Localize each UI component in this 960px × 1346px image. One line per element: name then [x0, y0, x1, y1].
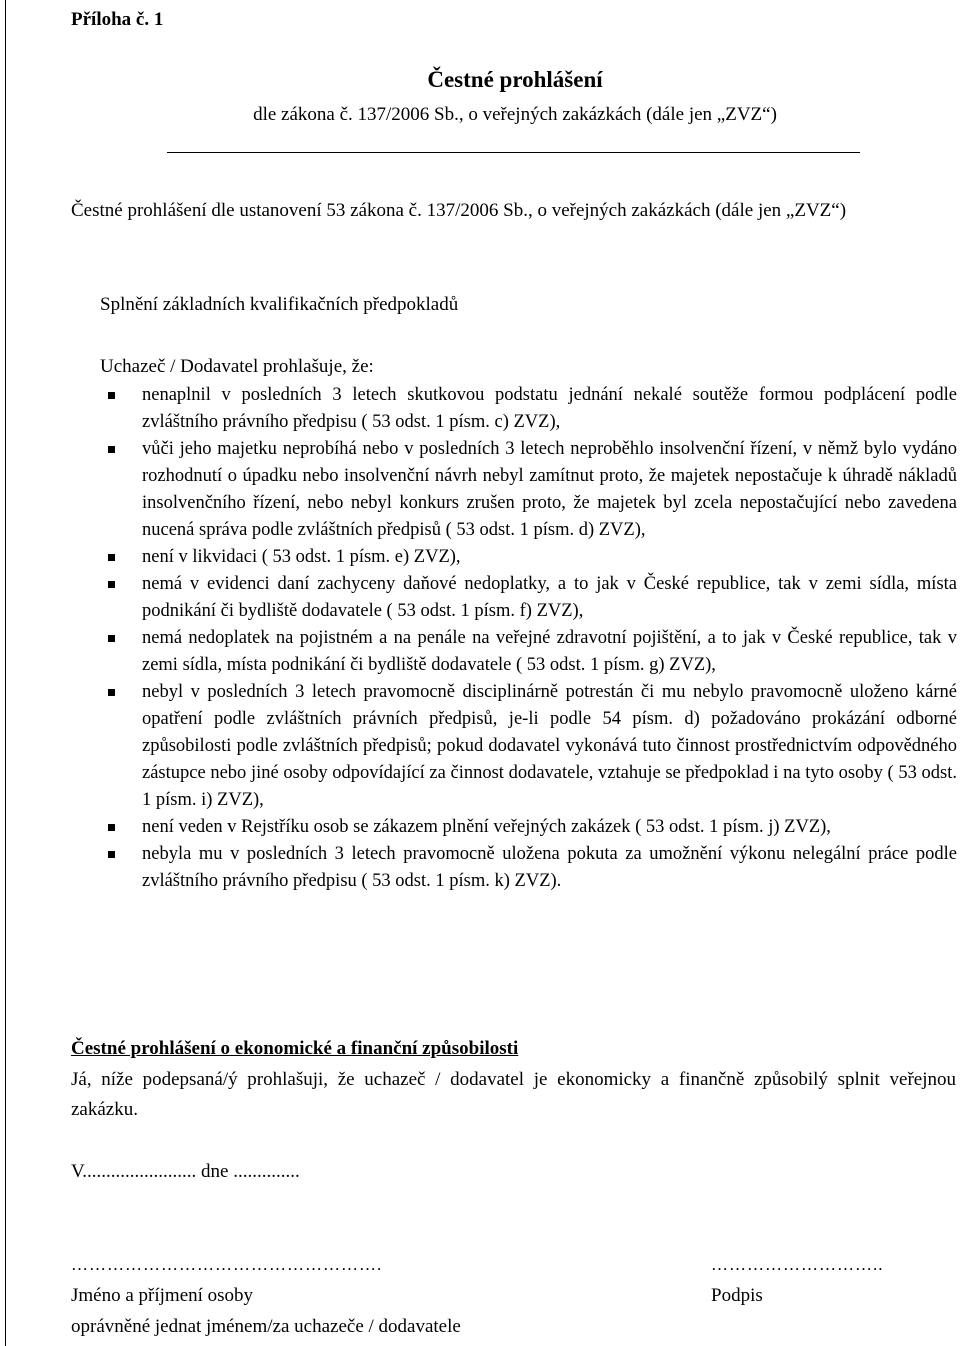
declaration-lead: Uchazeč / Dodavatel prohlašuje, že:	[100, 356, 374, 377]
condition-text: nemá v evidenci daní zachyceny daňové nedoplatky, a to jak v České republice, tak v zemi sídla, místa podnikání či bydliště dodavatele ( 53 odst. 1 písm. f) ZVZ),	[142, 574, 957, 621]
condition-text: vůči jeho majetku neprobíhá nebo v posledních 3 letech neproběhlo insolvenční řízení, v němž bylo vydáno rozhodnutí o úpadku nebo insolvenční návrh nebyl zamítnut proto, že majetek nepostačuje k úhradě nákladů insolvenčního řízení, nebo nebyl konkurs zrušen proto, že majetek byl zcela nepostačující nebo zavedena nucená správa podle zvláštních předpisů ( 53 odst. 1 písm. d) ZVZ),	[142, 439, 957, 540]
signature-label: Podpis	[711, 1285, 763, 1306]
square-bullet-icon	[108, 824, 115, 831]
condition-text: nebyl v posledních 3 letech pravomocně disciplinárně potrestán či mu nebylo pravomocně uloženo kárné opatření podle zvláštních právních předpisů, je-li podle 54 písm. d) požadováno prokázání odborné způsobilosti podle zvláštních předpisů; pokud dodavatel vykonává tuto činnost prostřednictvím odpovědného zástupce nebo jiné osoby odpovídající za činnost dodavatele, vztahuje se předpoklad i na tyto osoby ( 53 odst. 1 písm. i) ZVZ),	[142, 682, 957, 810]
square-bullet-icon	[108, 851, 115, 858]
condition-text: nemá nedoplatek na pojistném a na penále na veřejné zdravotní pojištění, a to jak v České republice, tak v zemi sídla, místa podnikání či bydliště dodavatele ( 53 odst. 1 písm. g) ZVZ),	[142, 628, 957, 675]
economic-declaration-text: Já, níže podepsaná/ý prohlašuji, že uchazeč / dodavatel je ekonomicky a finančně způsobilý splnit veřejnou zakázku.	[71, 1069, 956, 1120]
condition-text: není v likvidaci ( 53 odst. 1 písm. e) ZVZ),	[142, 547, 461, 567]
condition-text: nenaplnil v posledních 3 letech skutkovou podstatu jednání nekalé soutěže formou podplácení podle zvláštního právního předpisu ( 53 odst. 1 písm. c) ZVZ),	[142, 385, 957, 432]
economic-section-heading: Čestné prohlášení o ekonomické a finanční způsobilosti	[71, 1038, 519, 1059]
signatory-name-label: Jméno a příjmení osoby	[71, 1285, 254, 1306]
list-item	[100, 382, 957, 436]
signature-dots: ………………………..	[711, 1255, 884, 1274]
list-item	[100, 571, 957, 625]
square-bullet-icon	[108, 581, 115, 588]
left-margin-rule	[5, 0, 6, 1346]
square-bullet-icon	[108, 392, 115, 399]
document-title: Čestné prohlášení	[427, 67, 603, 92]
section-heading: Splnění základních kvalifikačních předpokladů	[100, 294, 459, 315]
list-item	[100, 841, 957, 895]
conditions-list	[100, 382, 957, 895]
list-item	[100, 544, 957, 571]
document-subtitle: dle zákona č. 137/2006 Sb., o veřejných zakázkách (dále jen „ZVZ“)	[253, 104, 777, 125]
condition-text: nebyla mu v posledních 3 letech pravomocně uložena pokuta za umožnění výkonu nelegální práce podle zvláštního právního předpisu ( 53 odst. 1 písm. k) ZVZ).	[142, 844, 957, 891]
intro-paragraph: Čestné prohlášení dle ustanovení 53 zákona č. 137/2006 Sb., o veřejných zakázkách (dále jen „ZVZ“)	[71, 200, 847, 221]
list-item	[100, 436, 957, 544]
condition-text: není veden v Rejstříku osob se zákazem plnění veřejných zakázek ( 53 odst. 1 písm. j) ZVZ),	[142, 817, 831, 837]
square-bullet-icon	[108, 554, 115, 561]
square-bullet-icon	[108, 689, 115, 696]
annex-label: Příloha č. 1	[71, 9, 164, 30]
list-item	[100, 679, 957, 814]
list-item	[100, 625, 957, 679]
square-bullet-icon	[108, 635, 115, 642]
square-bullet-icon	[108, 446, 115, 453]
list-item	[100, 814, 957, 841]
signatory-role-label: oprávněné jednat jménem/za uchazeče / dodavatele	[71, 1316, 461, 1337]
place-date-line: V........................ dne ..............	[71, 1161, 300, 1182]
name-signature-dots: …………………………………………….	[71, 1255, 383, 1274]
title-divider	[167, 152, 860, 153]
